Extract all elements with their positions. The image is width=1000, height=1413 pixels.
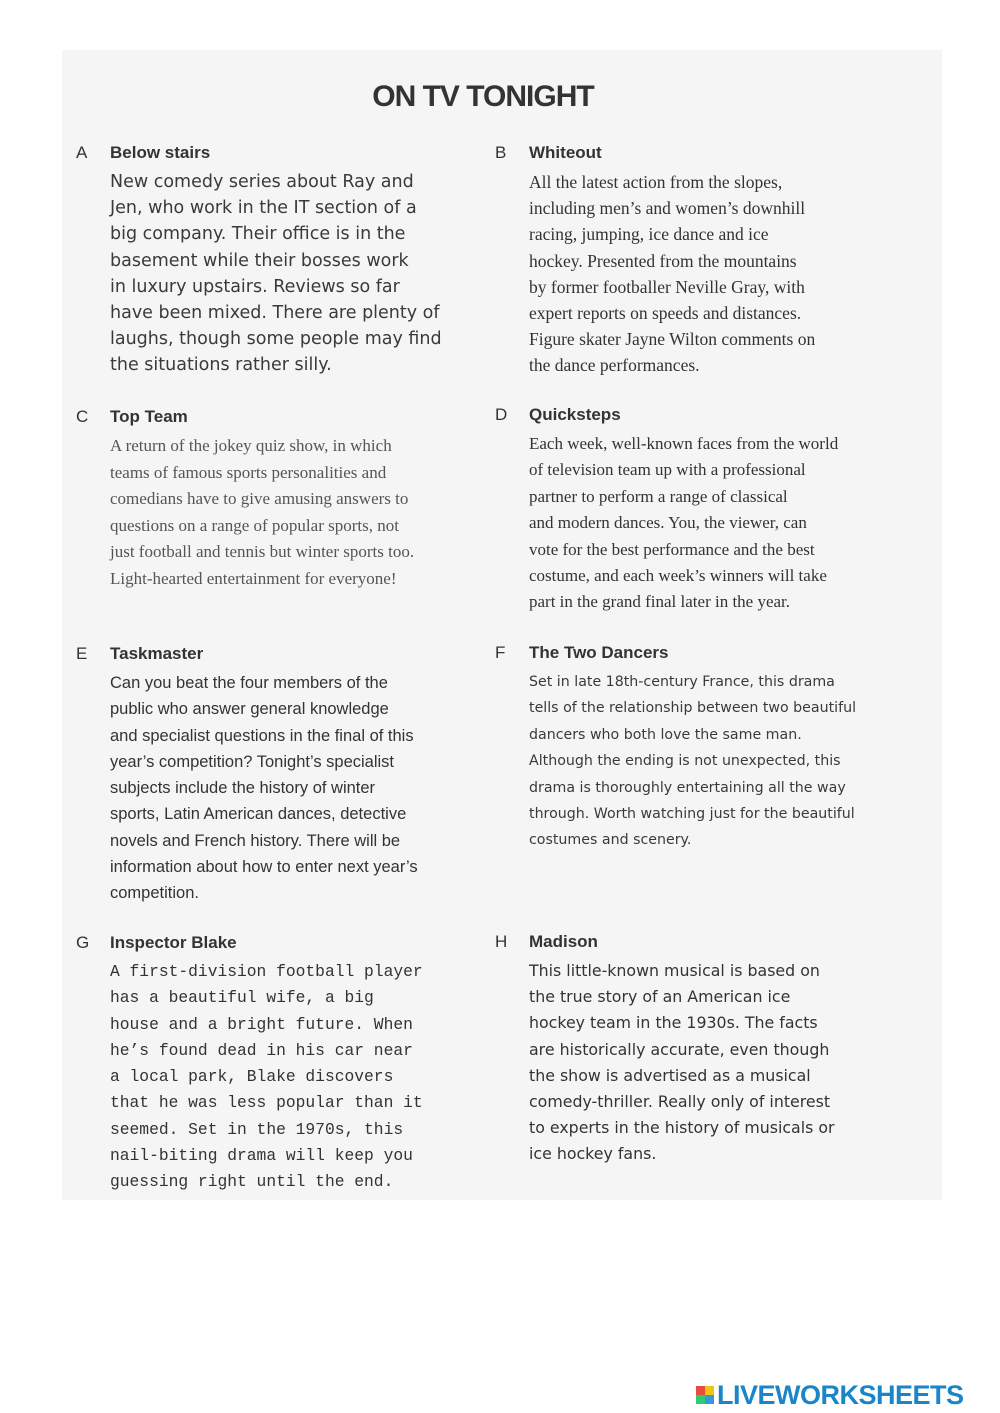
item-letter: E — [76, 644, 88, 663]
program-title: Top Team — [110, 407, 188, 426]
logo-square — [705, 1386, 714, 1395]
program-description: This little-known musical is based on the true story of an American ice hockey team in the 1930s. The facts are historically accurate, even though the show is advertised as a musical comedy-thriller. Really only of interest to experts in the history of musicals or ice hockey fans. — [529, 961, 835, 1164]
program-description: Each week, well-known faces from the world of television team up with a professional partner to perform a range of classical and modern dances. You, the viewer, can vote for the best performance and the best costume, and each week’s winners will take part in the grand final later in the year. — [529, 434, 839, 612]
page-title: ON TV TONIGHT — [372, 80, 594, 113]
item-letter: F — [495, 643, 506, 662]
logo-square — [696, 1395, 705, 1404]
item-letter: A — [76, 143, 88, 162]
program-title: The Two Dancers — [529, 643, 669, 662]
item-letter: D — [495, 405, 508, 424]
program-description: Set in late 18th-century France, this drama tells of the relationship between two beautiful dancers who both love the same man. Although the ending is not unexpected, this drama is thoroughly entertaining all the way through. Worth watching just for the beautiful costumes and scenery. — [529, 674, 857, 849]
program-description: A return of the jokey quiz show, in which teams of famous sports personalities and comedians have to give amusing answers to questions on a range of popular sports, not just football and tennis but winter sports too. Light-hearted entertainment for everyone! — [110, 436, 415, 588]
program-title: Taskmaster — [110, 644, 204, 663]
logo-text: LIVEWORKSHEETS — [717, 1379, 964, 1410]
program-description: All the latest action from the slopes, including men’s and women’s downhill racing, jumping, ice dance and ice hockey. Presented from the mountains by former footballer Neville Gray, with expert reports on speeds and distances. Figure skater Jayne Wilton comments on the dance performances. — [529, 172, 816, 376]
liveworksheets-logo[interactable] — [696, 1377, 964, 1413]
program-title: Madison — [529, 932, 598, 951]
program-title: Whiteout — [529, 143, 602, 162]
program-title: Quicksteps — [529, 405, 621, 424]
logo-square — [696, 1386, 705, 1395]
item-letter: C — [76, 407, 89, 426]
item-letter: H — [495, 932, 508, 951]
program-title: Below stairs — [110, 143, 211, 162]
program-title: Inspector Blake — [110, 933, 237, 952]
item-letter: G — [76, 933, 90, 952]
program-description: Can you beat the four members of the public who answer general knowledge and specialist questions in the final of this year’s competition? Tonight’s specialist subjects include the history of winter sports, Latin American dances, detective novels and French history. There will be information about how to enter next year’s competition. — [110, 674, 418, 903]
logo-mark-icon — [696, 1386, 714, 1404]
logo-square — [705, 1395, 714, 1404]
item-letter: B — [495, 143, 507, 162]
program-description: New comedy series about Ray and Jen, who work in the IT section of a big company. Their office is in the basement while their bosses work in luxury upstairs. Reviews so far have been mixed. There are plenty of laughs, though some people may find the situations rather silly. — [110, 172, 442, 376]
program-description: A first-division football player has a beautiful wife, a big house and a bright future. When he’s found dead in his car near a local park, Blake discovers that he was less popular than it seemed. Set in the 1970s, this nail-biting drama will keep you guessing right until the end. — [110, 962, 423, 1192]
